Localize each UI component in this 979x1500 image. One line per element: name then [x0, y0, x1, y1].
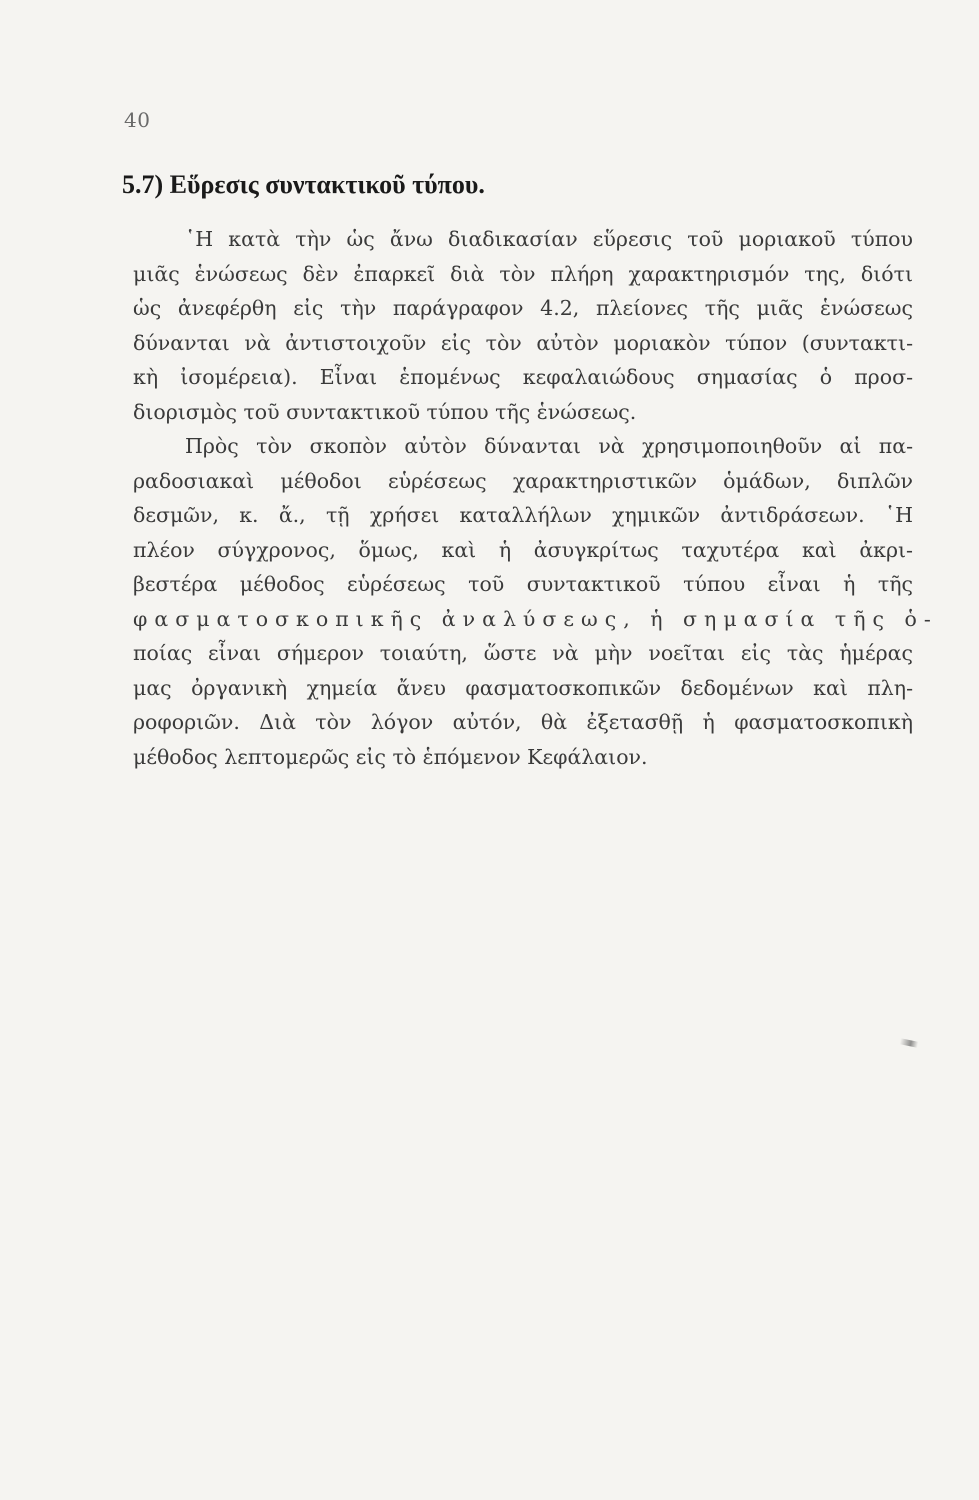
text-line: ροφοριῶν. Διὰ τὸν λόγον αὐτόν, θὰ ἐξετασθῇ ἡ φασματοσκοπικὴ — [133, 710, 913, 734]
page-number: 40 — [124, 108, 151, 132]
text-line: ποίας εἶναι σήμερον τοιαύτη, ὥστε νὰ μὴν νοεῖται εἰς τὰς ἡμέρας — [133, 641, 913, 665]
text-line: διορισμὸς τοῦ συντακτικοῦ τύπου τῆς ἑνώσεως. — [133, 399, 637, 424]
text-line: δύνανται νὰ ἀντιστοιχοῦν εἰς τὸν αὐτὸν μοριακὸν τύπον (συντακτι- — [133, 330, 913, 355]
text-line: Πρὸς τὸν σκοπὸν αὐτὸν δύνανται νὰ χρησιμοποιηθοῦν αἱ πα- — [185, 434, 913, 458]
text-line: φασματοσκοπικῆς ἀναλύσεως, ἡ σημασία τῆς ὁ- — [133, 606, 938, 631]
text-line: πλέον σύγχρονος, ὅμως, καὶ ἡ ἀσυγκρίτως ταχυτέρα καὶ ἀκρι- — [133, 537, 913, 562]
text-line: δεσμῶν, κ. ἄ., τῇ χρήσει καταλλήλων χημικῶν ἀντιδράσεων. ῾Η — [133, 503, 913, 527]
text-line: μέθοδος λεπτομερῶς εἰς τὸ ἑπόμενον Κεφάλαιον. — [133, 744, 648, 769]
text-line: ὡς ἀνεφέρθη εἰς τὴν παράγραφον 4.2, πλείονες τῆς μιᾶς ἑνώσεως — [133, 296, 913, 320]
text-line: βεστέρα μέθοδος εὑρέσεως τοῦ συντακτικοῦ τύπου εἶναι ἡ τῆς — [133, 572, 913, 596]
text-line: μας ὀργανικὴ χημεία ἄνευ φασματοσκοπικῶν δεδομένων καὶ πλη- — [133, 675, 913, 700]
ink-mark — [900, 1038, 919, 1048]
text-line: μιᾶς ἑνώσεως δὲν ἐπαρκεῖ διὰ τὸν πλήρη χαρακτηρισμόν της, διότι — [133, 261, 913, 286]
body-text — [133, 222, 938, 774]
text-line: ραδοσιακαὶ μέθοδοι εὑρέσεως χαρακτηριστικῶν ὁμάδων, διπλῶν — [133, 468, 913, 493]
text-line: κὴ ἰσομέρεια). Εἶναι ἑπομένως κεφαλαιώδους σημασίας ὁ προσ- — [133, 365, 913, 389]
section-heading: 5.7) Εὕρεσις συντακτικοῦ τύπου. — [122, 170, 485, 199]
text-line: ῾Η κατὰ τὴν ὡς ἄνω διαδικασίαν εὕρεσις τοῦ μοριακοῦ τύπου — [185, 227, 913, 251]
